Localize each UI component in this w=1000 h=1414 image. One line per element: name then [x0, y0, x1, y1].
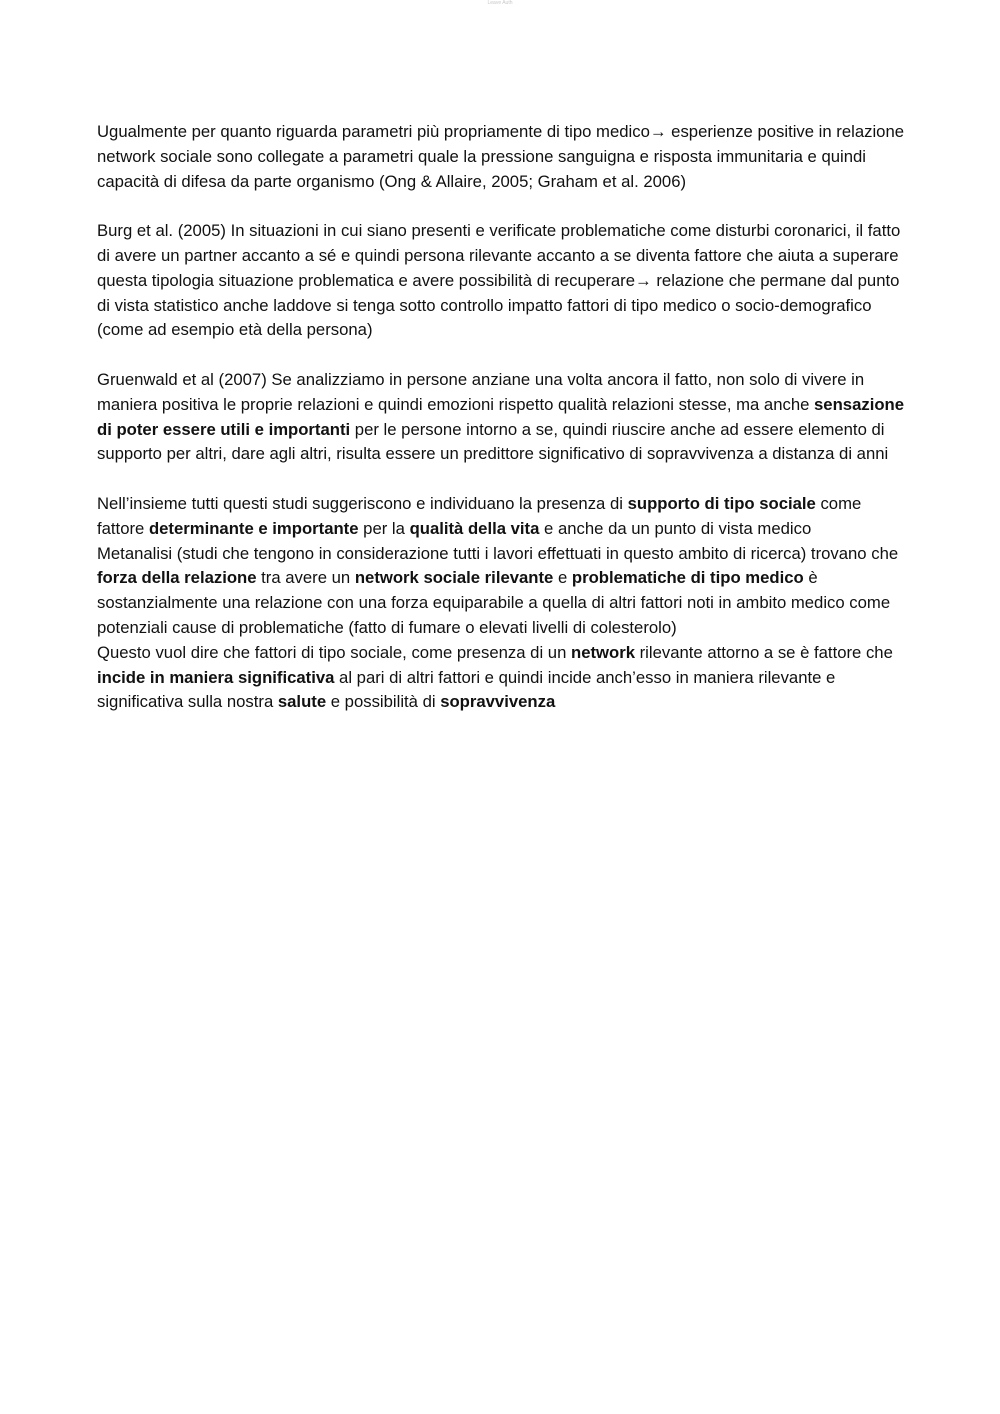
header-watermark: Leave Auth: [487, 0, 513, 6]
paragraph-summary: [97, 492, 912, 542]
bold-text-run: sopravvivenza: [440, 692, 556, 712]
bold-text-run: network: [571, 642, 635, 662]
paragraph-spacer: [97, 194, 912, 219]
text-run: relazione che permane dal punto di vista statistico anche laddove si tenga sotto controllo impatto fattori di tipo medico o socio-demografico (come ad esempio età della persona): [97, 270, 900, 340]
bold-text-run: salute: [277, 692, 327, 712]
text-run: esperienze positive in relazione network sociale sono collegate a parametri quale la pressione sanguigna e risposta immunitaria e quindi capacità di difesa da parte organismo (Ong & Allaire, 2005; Graham et al. 2006): [97, 122, 905, 191]
bold-text-run: qualità della vita: [409, 518, 540, 538]
text-run: Metanalisi (studi che tengono in considerazione tutti i lavori effettuati in questo ambito di ricerca) trovano che: [97, 543, 899, 563]
text-run: al pari di altri fattori e quindi incide anch’esso in maniera rilevante e significativa sulla nostra: [97, 667, 836, 712]
bold-text-run: forza della relazione: [97, 568, 257, 588]
bold-text-run: incide in maniera significativa: [97, 667, 335, 687]
text-run: per la: [358, 518, 410, 538]
text-run: rilevante attorno a se è fattore che: [634, 642, 893, 662]
bold-text-run: network sociale rilevante: [354, 568, 554, 588]
text-run: e: [553, 568, 572, 588]
text-run: è sostanzialmente una relazione con una forza equiparabile a quella di altri fattori noti in ambito medico come potenziali cause di problematiche (fatto di fumare o elevati livelli di colesterolo): [97, 568, 891, 637]
text-run: Ugualmente per quanto riguarda parametri più propriamente di tipo medico: [97, 122, 650, 141]
text-run: Gruenwald et al (2007) Se analizziamo in persone anziane una volta ancora il fatto, non solo di vivere in maniera positiva le proprie relazioni e quindi emozioni rispetto qualità relazioni stesse, ma anche: [97, 369, 865, 414]
paragraph-burg-study: [97, 219, 912, 343]
bold-text-run: sensazione di poter essere utili e importanti: [97, 394, 904, 439]
text-run: →: [649, 122, 667, 141]
text-run: Burg et al. (2005) In situazioni in cui siano presenti e verificate problematiche come disturbi coronarici, il fatto di avere un partner accanto a sé e quindi persona rilevante accanto a se diventa fattore che aiuta a superare questa tipologia situazione problematica e avere possibilità di recuperare: [97, 221, 901, 290]
text-run: →: [635, 270, 652, 290]
text-run: per le persone intorno a se, quindi riuscire anche ad essere elemento di supporto per altri, dare agli altri, risulta essere un predittore significativo di sopravvivenza a distanza di anni: [97, 419, 889, 464]
paragraph-gruenwald-study: [97, 368, 912, 467]
bold-text-run: determinante e importante: [148, 518, 359, 538]
paragraph-spacer: [97, 343, 912, 368]
text-run: Nell’insieme tutti questi studi suggeriscono e individuano la presenza di: [97, 493, 628, 513]
text-run: e possibilità di: [326, 692, 441, 712]
bold-text-run: supporto di tipo sociale: [627, 493, 816, 513]
paragraph-medical-parameters: [97, 120, 912, 194]
paragraph-metanalysis: [97, 542, 912, 641]
paragraph-conclusion: [97, 641, 912, 715]
paragraph-spacer: [97, 467, 912, 492]
bold-text-run: problematiche di tipo medico: [571, 568, 804, 588]
text-run: e anche da un punto di vista medico: [539, 518, 812, 538]
document-body: [97, 120, 912, 715]
text-run: tra avere un: [256, 568, 355, 588]
text-run: come fattore: [97, 493, 862, 538]
text-run: Questo vuol dire che fattori di tipo sociale, come presenza di un: [97, 642, 571, 662]
